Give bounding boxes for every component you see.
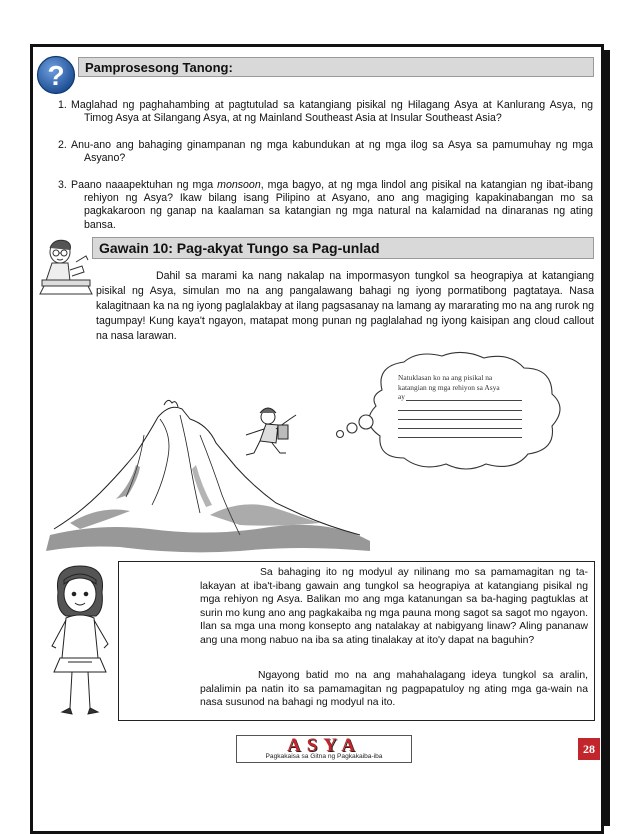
question-number: 1. (58, 99, 67, 111)
question-text: Maglahad ng paghahambing at pagtutulad sa katangiang pisikal ng Hilagang Asya at Kanlurang Asya, ng Timog Asya at Silangang Asya, at ng Mainland Southeast Asia at Insular Southeast Asia? (71, 99, 593, 125)
section-title: Pamprosesong Tanong: (78, 57, 594, 77)
cloud-answer-line[interactable] (398, 420, 522, 429)
svg-text:?: ? (47, 60, 65, 91)
question-text: Anu-ano ang bahaging ginampanan ng mga kabundukan at ng mga ilog sa Asya sa pamumuhay ng mga Asyano? (71, 139, 593, 165)
cloud-answer-line[interactable] (398, 429, 522, 438)
summary-paragraph-2: Ngayong batid mo na ang mahahalagang ideya tungkol sa aralin, palalimin pa natin ito sa pamamagitan ng pagpapatuloy ng ating mga ga-wain na nasa susunod na bahagi ng modyul na ito. (200, 670, 588, 709)
gawain-text: Dahil sa marami ka nang nakalap na impormasyon tungkol sa heograpiya at katangiang pisikal ng Asya, simulan mo na ang pangalawang bahagi ng iyong pormatibong pagtataya. Nasa kalagitnaan ka na ng iyong paglalakbay at ilang pagsasanay na lamang ay mararating mo na ang rurok ng tagumpay! Kung kaya't ngayon, matapat mong punan ng paglalahad ng iyong kaisipan ang cloud callout na nasa larawan. (96, 270, 594, 342)
monsoon-italic: monsoon (217, 179, 261, 191)
gawain-title: Gawain 10: Pag-akyat Tungo sa Pag-unlad (92, 237, 594, 259)
logo-subtitle: Pagkakaisa sa Gitna ng Pagkakaiba-iba (265, 753, 383, 760)
cloud-answer-line[interactable] (406, 392, 522, 401)
question-number: 2. (58, 139, 67, 151)
cloud-blank-prefix: ay (398, 392, 405, 401)
question-mark-icon (36, 55, 76, 95)
cloud-answer-line[interactable] (398, 411, 522, 420)
question-1 (58, 99, 593, 125)
logo-title: ASYA (287, 735, 361, 756)
question-2 (58, 139, 593, 165)
cloud-callout-text (398, 373, 522, 438)
page-number: 28 (578, 738, 600, 760)
question-number: 3. (58, 179, 67, 191)
page-frame-shadow (604, 50, 610, 826)
summary-paragraph-1: Sa bahaging ito ng modyul ay nilinang mo sa pamamagitan ng ta-lakayan at iba't-ibang gawain ang tungkol sa heograpiya at katangiang pisikal ng mga rehiyon ng Asya. Balikan mo ang mga katanungan sa ba-haging pagtuklas at surin mo kung ano ang pagkakaiba ng mga pauna mong sagot sa sagot mo ngayon. Ilan sa mga una mong konsepto ang natalakay at nabigyang linaw? Aling pananaw ang una mong nabuo na iba sa ating tinalakay at ito'y dapat na baguhin? (200, 567, 588, 646)
cloud-answer-line[interactable] (398, 402, 522, 411)
question-text: Paano naaapektuhan ng mga monsoon, mga bagyo, at ng mga lindol ang pisikal na katangian ng ibat-ibang rehiyon ng Asya? Ikaw bilang isang Pilipino at Asyano, ano ang magiging kapakinabangan mo sa pagkakaroon ng ganap na kaalaman sa katangian ng mga natural na kalamidad na dinaranas ng ating bansa. (71, 179, 593, 231)
asya-logo (236, 735, 412, 763)
cloud-prompt: Natuklasan ko na ang pisikal na katangian ng mga rehiyon sa Asya (398, 373, 500, 392)
question-3 (58, 179, 593, 232)
gawain-instructions (38, 269, 594, 344)
girl-illustration (40, 562, 124, 722)
